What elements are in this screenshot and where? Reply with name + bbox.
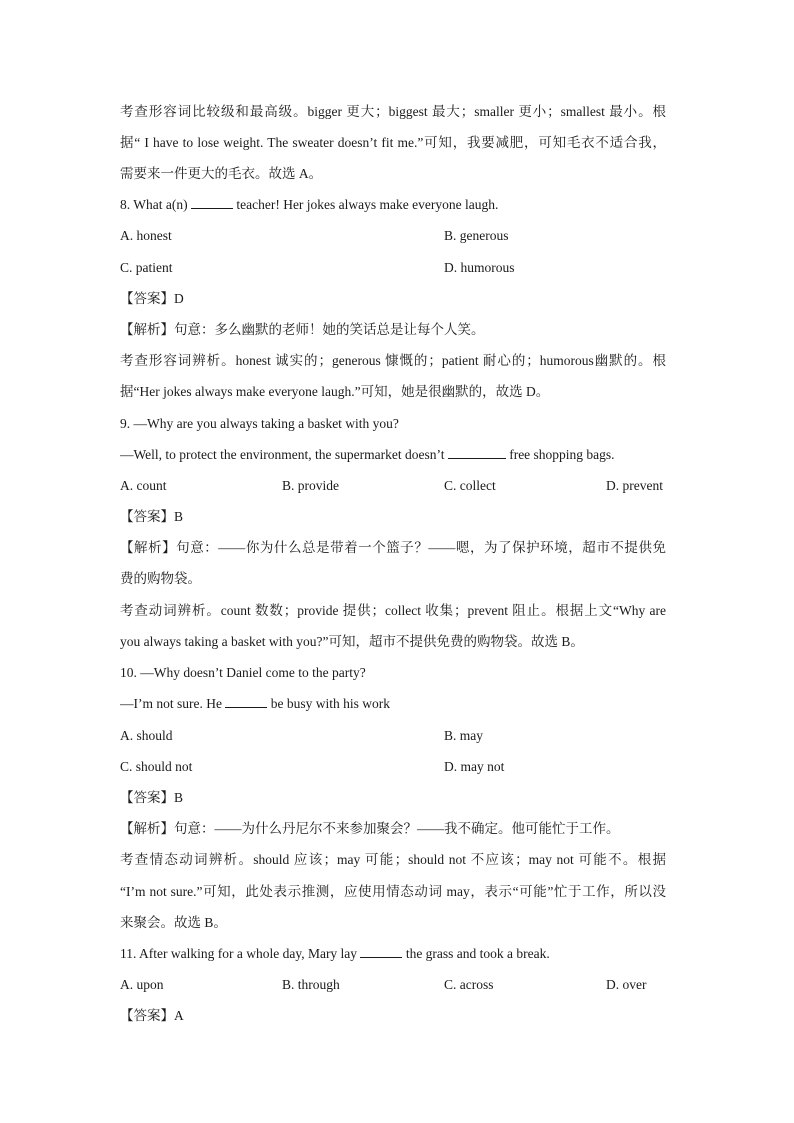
option-c: C. collect [444,478,496,493]
option-a: A. count [120,478,167,493]
option-d: D. prevent [606,478,663,493]
question-8-options-row [120,258,666,278]
stem-text: —Well, to protect the environment, the supermarket doesn’t [120,447,448,462]
option-a: A. honest [120,228,172,243]
question-9-options-row [120,476,666,496]
answer-blank [225,695,267,708]
explanation-line: 考查情态动词辨析。should 应该；may 可能；should not 不应该；may not 可能不。根据 [120,852,666,867]
explanation-line: 需要来一件更大的毛衣。故选 A。 [120,166,323,181]
stem-text: —I’m not sure. He [120,696,226,711]
explanation-line: 考查形容词比较级和最高级。bigger 更大；biggest 最大；smaller 更小；smallest 最小。根 [120,104,666,119]
explanation-line: 据“ I have to lose weight. The sweater doesn’t fit me.”可知，我要减肥，可知毛衣不适合我， [120,135,666,150]
answer-blank [448,446,506,459]
question-9-stem [120,445,666,465]
question-10-options-row [120,757,666,777]
stem-text: free shopping bags. [505,447,615,462]
option-b: B. provide [282,478,339,493]
stem-text: 11. After walking for a whole day, Mary lay [120,946,361,961]
answer-blank [191,196,233,209]
explanation-line: you always taking a basket with you?”可知，超市不提供免费的购物袋。故选 B。 [120,634,584,649]
question-10-options-row [120,726,666,746]
answer-label: 【答案】B [120,509,184,524]
option-d: D. humorous [444,260,515,275]
question-9-stem: 9. —Why are you always taking a basket with you? [120,416,399,431]
option-b: B. may [444,728,483,743]
explanation-line: 来聚会。故选 B。 [120,915,227,930]
option-c: C. should not [120,759,193,774]
answer-label: 【答案】B [120,790,184,805]
option-b: B. generous [444,228,509,243]
explanation-line: “I’m not sure.”可知，此处表示推测，应使用情态动词 may，表示“可能”忙于工作，所以没 [120,884,666,899]
answer-label: 【答案】D [120,291,184,306]
stem-text: the grass and took a break. [402,946,550,961]
analysis-text: 费的购物袋。 [120,571,201,586]
explanation-line: 据“Her jokes always make everyone laugh.”可知，她是很幽默的，故选 D。 [120,384,550,399]
question-10-stem [120,694,666,714]
question-8-options-row [120,226,666,246]
option-c: C. across [444,977,494,992]
stem-text: teacher! Her jokes always make everyone laugh. [232,197,499,212]
explanation-line: 考查形容词辨析。honest 诚实的；generous 慷慨的；patient 耐心的；humorous幽默的。根 [120,353,666,368]
question-8-stem [120,195,666,215]
stem-text: 8. What a(n) [120,197,191,212]
option-c: C. patient [120,260,173,275]
answer-blank [360,945,402,958]
analysis-text: 【解析】句意：——为什么丹尼尔不来参加聚会？——我不确定。他可能忙于工作。 [120,821,620,836]
option-a: A. should [120,728,173,743]
question-11-options-row [120,975,666,995]
stem-text: be busy with his work [267,696,390,711]
explanation-line: 考查动词辨析。count 数数；provide 提供；collect 收集；prevent 阻止。根据上文“Why are [120,603,666,618]
question-10-stem: 10. —Why doesn’t Daniel come to the party? [120,665,366,680]
option-b: B. through [282,977,340,992]
option-a: A. upon [120,977,164,992]
option-d: D. over [606,977,647,992]
analysis-text: 【解析】句意：多么幽默的老师！她的笑话总是让每个人笑。 [120,322,485,337]
option-d: D. may not [444,759,505,774]
question-11-stem [120,944,666,964]
analysis-text: 【解析】句意：——你为什么总是带着一个篮子？——嗯，为了保护环境，超市不提供免 [120,540,666,555]
answer-label: 【答案】A [120,1008,184,1023]
